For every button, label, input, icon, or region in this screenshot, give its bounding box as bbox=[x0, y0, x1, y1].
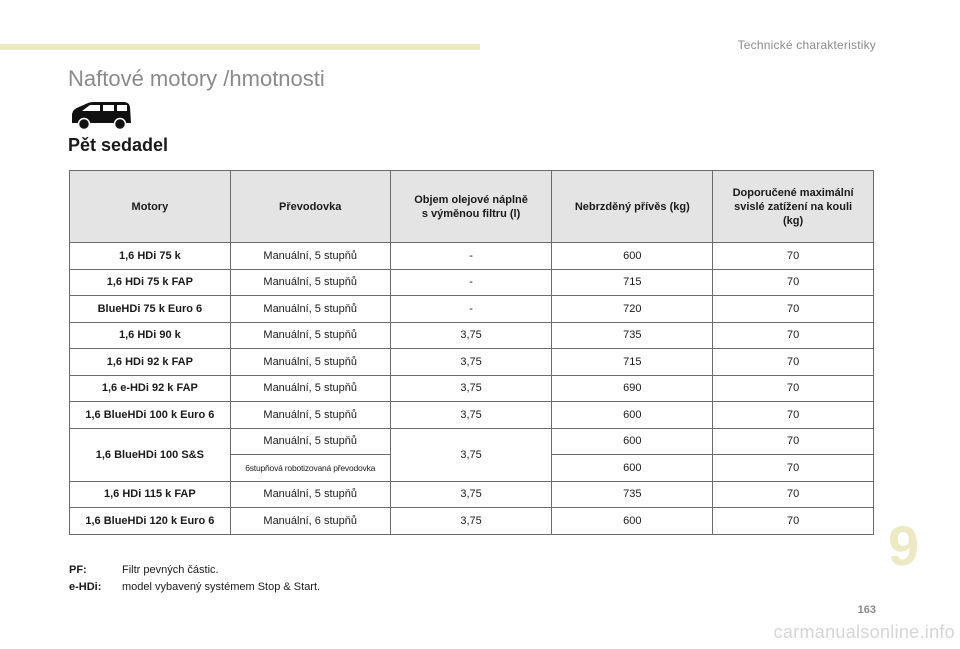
load-cell: 70 bbox=[713, 349, 874, 376]
watermark: carmanualsonline.info bbox=[773, 622, 955, 642]
table-row bbox=[70, 481, 874, 508]
oil-cell: 3,75 bbox=[390, 375, 552, 402]
oil-cell: - bbox=[390, 269, 552, 296]
oil-cell: 3,75 bbox=[390, 428, 552, 481]
trailer-cell: 600 bbox=[552, 402, 713, 429]
engine-cell: 1,6 BlueHDi 120 k Euro 6 bbox=[70, 508, 231, 535]
engine-cell: 1,6 BlueHDi 100 S&S bbox=[70, 428, 231, 481]
load-cell: 70 bbox=[713, 402, 874, 429]
section-label: Technické charakteristiky bbox=[737, 38, 876, 52]
col-header-trailer: Nebrzděný přívěs (kg) bbox=[552, 171, 713, 243]
load-cell: 70 bbox=[713, 455, 874, 482]
gearbox-cell: 6stupňová robotizovaná převodovka bbox=[230, 455, 390, 482]
load-cell: 70 bbox=[713, 375, 874, 402]
gearbox-cell: Manuální, 5 stupňů bbox=[230, 243, 390, 270]
table-header-row bbox=[70, 171, 874, 243]
footnote-text: Filtr pevných částic. bbox=[122, 564, 219, 576]
col-header-gearbox: Převodovka bbox=[230, 171, 390, 243]
col-header-engine: Motory bbox=[70, 171, 231, 243]
engine-cell: BlueHDi 75 k Euro 6 bbox=[70, 296, 231, 323]
trailer-cell: 600 bbox=[552, 428, 713, 455]
table-row bbox=[70, 349, 874, 376]
footnotes bbox=[69, 562, 320, 596]
header-accent-bar bbox=[0, 44, 480, 50]
engine-cell: 1,6 HDi 115 k FAP bbox=[70, 481, 231, 508]
load-cell: 70 bbox=[713, 296, 874, 323]
table-row bbox=[70, 296, 874, 323]
footnote-key: e-HDi: bbox=[69, 581, 102, 593]
engine-cell: 1,6 HDi 75 k FAP bbox=[70, 269, 231, 296]
engine-cell: 1,6 HDi 90 k bbox=[70, 322, 231, 349]
engine-cell: 1,6 HDi 75 k bbox=[70, 243, 231, 270]
load-cell: 70 bbox=[713, 322, 874, 349]
engine-spec-table bbox=[69, 170, 874, 535]
engine-cell: 1,6 HDi 92 k FAP bbox=[70, 349, 231, 376]
table-row bbox=[70, 375, 874, 402]
trailer-cell: 735 bbox=[552, 322, 713, 349]
trailer-cell: 600 bbox=[552, 508, 713, 535]
table-row bbox=[70, 322, 874, 349]
gearbox-cell: Manuální, 5 stupňů bbox=[230, 296, 390, 323]
gearbox-cell: Manuální, 6 stupňů bbox=[230, 508, 390, 535]
oil-cell: 3,75 bbox=[390, 481, 552, 508]
chapter-number: 9 bbox=[888, 514, 920, 577]
footnote-item bbox=[69, 562, 320, 579]
trailer-cell: 715 bbox=[552, 349, 713, 376]
gearbox-cell: Manuální, 5 stupňů bbox=[230, 428, 390, 455]
footnote-item bbox=[69, 579, 320, 596]
gearbox-cell: Manuální, 5 stupňů bbox=[230, 481, 390, 508]
gearbox-cell: Manuální, 5 stupňů bbox=[230, 269, 390, 296]
table-row bbox=[70, 428, 874, 455]
page-title: Naftové motory /hmotnosti bbox=[68, 66, 325, 91]
oil-cell: 3,75 bbox=[390, 322, 552, 349]
load-cell: 70 bbox=[713, 269, 874, 296]
trailer-cell: 735 bbox=[552, 481, 713, 508]
subtitle: Pět sedadel bbox=[68, 135, 169, 155]
col-header-load: Doporučené maximální svislé zatížení na kouli (kg) bbox=[713, 171, 874, 243]
load-cell: 70 bbox=[713, 481, 874, 508]
oil-cell: 3,75 bbox=[390, 508, 552, 535]
load-cell: 70 bbox=[713, 508, 874, 535]
table-row bbox=[70, 243, 874, 270]
trailer-cell: 715 bbox=[552, 269, 713, 296]
oil-cell: 3,75 bbox=[390, 349, 552, 376]
oil-cell: - bbox=[390, 296, 552, 323]
footnote-text: model vybavený systémem Stop & Start. bbox=[122, 581, 321, 593]
gearbox-cell: Manuální, 5 stupňů bbox=[230, 322, 390, 349]
page-number: 163 bbox=[857, 604, 876, 616]
trailer-cell: 600 bbox=[552, 243, 713, 270]
trailer-cell: 690 bbox=[552, 375, 713, 402]
table-row bbox=[70, 269, 874, 296]
table-row bbox=[70, 402, 874, 429]
col-header-oil: Objem olejové náplně s výměnou filtru (l) bbox=[390, 171, 552, 243]
trailer-cell: 720 bbox=[552, 296, 713, 323]
load-cell: 70 bbox=[713, 428, 874, 455]
table-row bbox=[70, 508, 874, 535]
van-icon bbox=[68, 100, 134, 130]
gearbox-cell: Manuální, 5 stupňů bbox=[230, 375, 390, 402]
engine-cell: 1,6 BlueHDi 100 k Euro 6 bbox=[70, 402, 231, 429]
engine-cell: 1,6 e-HDi 92 k FAP bbox=[70, 375, 231, 402]
trailer-cell: 600 bbox=[552, 455, 713, 482]
gearbox-cell: Manuální, 5 stupňů bbox=[230, 349, 390, 376]
footnote-key: PF: bbox=[69, 564, 87, 576]
gearbox-cell: Manuální, 5 stupňů bbox=[230, 402, 390, 429]
load-cell: 70 bbox=[713, 243, 874, 270]
oil-cell: - bbox=[390, 243, 552, 270]
oil-cell: 3,75 bbox=[390, 402, 552, 429]
